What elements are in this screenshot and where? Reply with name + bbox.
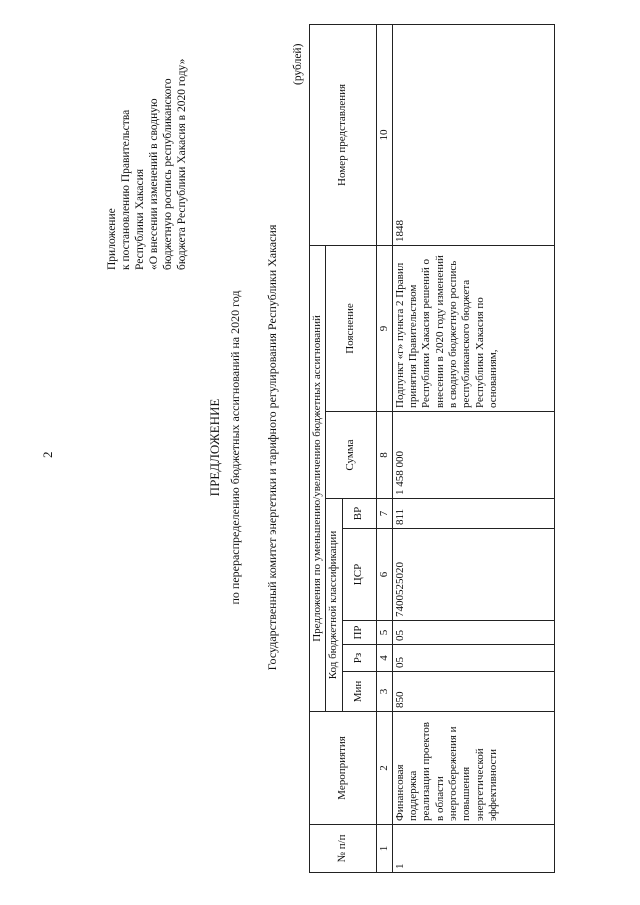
column-number: 1 — [376, 825, 392, 873]
rotated-page — [25, 20, 625, 875]
cell-vr: 811 — [392, 499, 554, 529]
column-number: 4 — [376, 645, 392, 672]
agency-name: Государственный комитет энергетики и тарифного регулирования Республики Хакасия — [265, 224, 279, 671]
cell-measure: Финансовая поддержка реализации проектов в области энергосбережения и повышения энергетической эффективности — [392, 712, 554, 825]
appendix-block — [105, 25, 189, 270]
header-pr: ПР — [342, 621, 376, 645]
appendix-line: «О внесении изменений в сводную — [148, 98, 160, 270]
appendix-line: бюджетную роспись республиканского — [162, 78, 174, 270]
header-submission: Номер представления — [310, 24, 377, 245]
column-number: 9 — [376, 245, 392, 411]
header-measure: Мероприятия — [310, 712, 377, 825]
header-explanation: Пояснение — [326, 245, 376, 411]
document-title: ПРЕДЛОЖЕНИЕ — [207, 398, 222, 497]
header-min: Мин — [342, 672, 376, 712]
appendix-line: Приложение — [106, 208, 118, 270]
column-number: 7 — [376, 499, 392, 529]
cell-explanation: Подпункт «г» пункта 2 Правил принятия Правительством Республики Хакасия решений о внесении в 2020 году изменений в сводную бюджетную роспись республиканского бюджета Республики Хакасия по основаниям, — [392, 245, 554, 411]
cell-min: 850 — [392, 672, 554, 712]
header-rz: Рз — [342, 645, 376, 672]
cell-submission: 1848 — [392, 24, 554, 245]
cell-rz: 05 — [392, 645, 554, 672]
appendix-line: Республики Хакасия — [134, 168, 146, 270]
table-row — [392, 24, 554, 872]
header-num: № п/п — [310, 825, 377, 873]
unit-label: (рублей) — [292, 43, 304, 85]
document-subtitle: по перераспределению бюджетных ассигнований на 2020 год — [228, 290, 242, 605]
cell-pr: 05 — [392, 621, 554, 645]
allocation-table — [309, 24, 555, 873]
column-number: 10 — [376, 24, 392, 245]
cell-num: 1 — [392, 825, 554, 873]
appendix-line: бюджета Республики Хакасия в 2020 году» — [176, 58, 188, 270]
header-group: Предложения по уменьшению/увеличению бюджетных ассигнований — [310, 245, 326, 711]
column-number: 8 — [376, 412, 392, 499]
cell-csr: 7400525020 — [392, 529, 554, 621]
column-number: 3 — [376, 672, 392, 712]
cell-sum: 1 458 000 — [392, 412, 554, 499]
page-number: 2 — [40, 451, 55, 458]
column-number: 2 — [376, 712, 392, 825]
header-vr: ВР — [342, 499, 376, 529]
header-sum: Сумма — [326, 412, 376, 499]
column-number: 5 — [376, 621, 392, 645]
header-code-group: Код бюджетной классификации — [326, 499, 342, 712]
appendix-line: к постановлению Правительства — [120, 109, 132, 270]
column-number: 6 — [376, 529, 392, 621]
header-csr: ЦСР — [342, 529, 376, 621]
column-number-row — [376, 24, 392, 872]
